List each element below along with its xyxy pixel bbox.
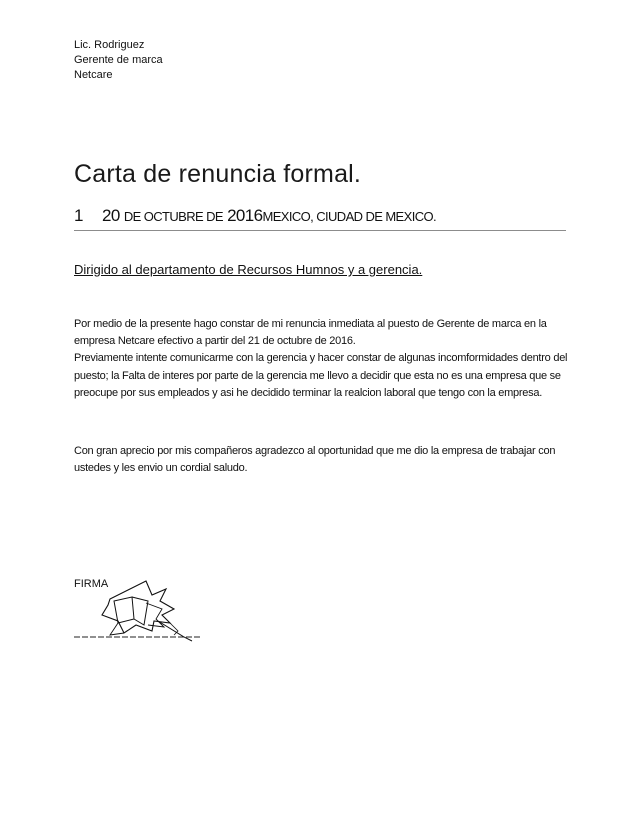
signature-label: FIRMA xyxy=(74,578,109,590)
heading-number: 1 xyxy=(74,206,84,225)
addressee-line: Dirigido al departamento de Recursos Humnos y a gerencia. xyxy=(74,262,423,277)
heading-location: MEXICO, CIUDAD DE MEXICO. xyxy=(262,209,437,224)
sender-company: Netcare xyxy=(74,69,113,81)
paragraph-farewell: Con gran aprecio por mis compañeros agradezco al oportunidad que me dio la empresa de trabajar con ustedes y les envio un cordial saludo. xyxy=(74,445,556,474)
sender-name: Lic. Rodriguez xyxy=(74,39,145,51)
signature-scribble xyxy=(74,575,214,645)
sender-role: Gerente de marca xyxy=(74,54,163,66)
letter-title: Carta de renuncia formal. xyxy=(74,160,362,188)
date-heading xyxy=(74,206,566,231)
paragraph-reasons: Previamente intente comunicarme con la gerencia y hacer constar de algunas incomformidades dentro del puesto; la Falta de interes por parte de la gerencia me llevo a decidir que esta no es una empresa que se preocupe por sus empleados y asi he decidido terminar la realcion laboral que tengo con la empresa. xyxy=(74,352,568,399)
heading-date-location xyxy=(102,206,436,226)
paragraph-resignation: Por medio de la presente hago constar de mi renuncia inmediata al puesto de Gerente de marca en la empresa Netcare efectivo a partir del 21 de octubre de 2016. xyxy=(74,318,547,347)
heading-day: 20 xyxy=(102,206,120,225)
sender-block xyxy=(74,38,163,83)
heading-month: DE OCTUBRE DE xyxy=(123,209,223,224)
heading-year: 2016 xyxy=(227,206,263,225)
